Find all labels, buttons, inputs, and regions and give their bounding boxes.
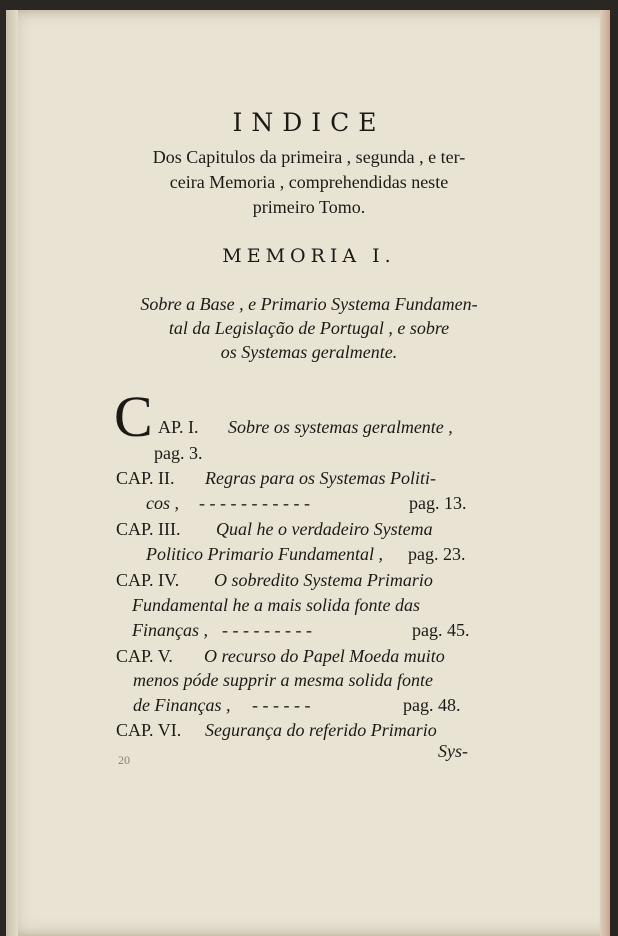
- subtitle-line: ceira Memoria , comprehendidas neste: [169, 172, 449, 192]
- description-line: os Systemas geralmente.: [220, 342, 398, 362]
- chapter-4-title-cont: Fundamental he a mais solida fonte das: [132, 595, 420, 615]
- chapter-1-label: AP. I.: [158, 417, 199, 437]
- chapter-6-title: Segurança do referido Primario: [205, 720, 437, 740]
- chapter-2-page: pag. 13.: [409, 493, 467, 513]
- subtitle-line: Dos Capitulos da primeira , segunda , e ter-: [152, 147, 466, 167]
- signature-mark: 20: [118, 753, 130, 767]
- chapter-4-title-end: Finanças ,: [132, 620, 208, 640]
- drop-cap: C: [114, 384, 153, 449]
- chapter-1-title: Sobre os systemas geralmente ,: [228, 417, 453, 437]
- chapter-5-label: CAP. V.: [116, 646, 173, 666]
- chapter-2-title-cont: cos ,: [146, 493, 179, 513]
- chapter-4-page: pag. 45.: [412, 620, 470, 640]
- description-line: tal da Legislação de Portugal , e sobre: [168, 318, 450, 338]
- chapter-3-title-cont: Politico Primario Fundamental ,: [146, 544, 383, 564]
- chapter-1-page: pag. 3.: [154, 443, 203, 463]
- chapter-6-label: CAP. VI.: [116, 720, 182, 740]
- chapter-4-label: CAP. IV.: [116, 570, 180, 590]
- subtitle-line: primeiro Tomo.: [252, 197, 366, 217]
- memoria-heading: MEMORIA I.: [222, 245, 396, 267]
- chapter-2-leader: - - - - - - - - - - -: [199, 493, 310, 513]
- chapter-3-title: Qual he o verdadeiro Systema: [216, 519, 433, 539]
- index-title: INDICE: [232, 108, 386, 137]
- chapter-5-title-cont: menos póde supprir a mesma solida fonte: [133, 670, 433, 690]
- chapter-3-page: pag. 23.: [408, 544, 466, 564]
- chapter-2-title: Regras para os Systemas Politi-: [205, 468, 436, 488]
- chapter-2-label: CAP. II.: [116, 468, 175, 488]
- description-line: Sobre a Base , e Primario Systema Fundamen-: [140, 294, 478, 314]
- chapter-4-title: O sobredito Systema Primario: [214, 570, 433, 590]
- chapter-5-title-end: de Finanças ,: [133, 695, 231, 715]
- chapter-5-page: pag. 48.: [403, 695, 461, 715]
- chapter-3-label: CAP. III.: [116, 519, 181, 539]
- catchword: Sys-: [438, 741, 468, 761]
- chapter-5-title: O recurso do Papel Moeda muito: [204, 646, 445, 666]
- chapter-5-leader: - - - - - -: [252, 695, 311, 715]
- chapter-4-leader: - - - - - - - - -: [222, 620, 312, 640]
